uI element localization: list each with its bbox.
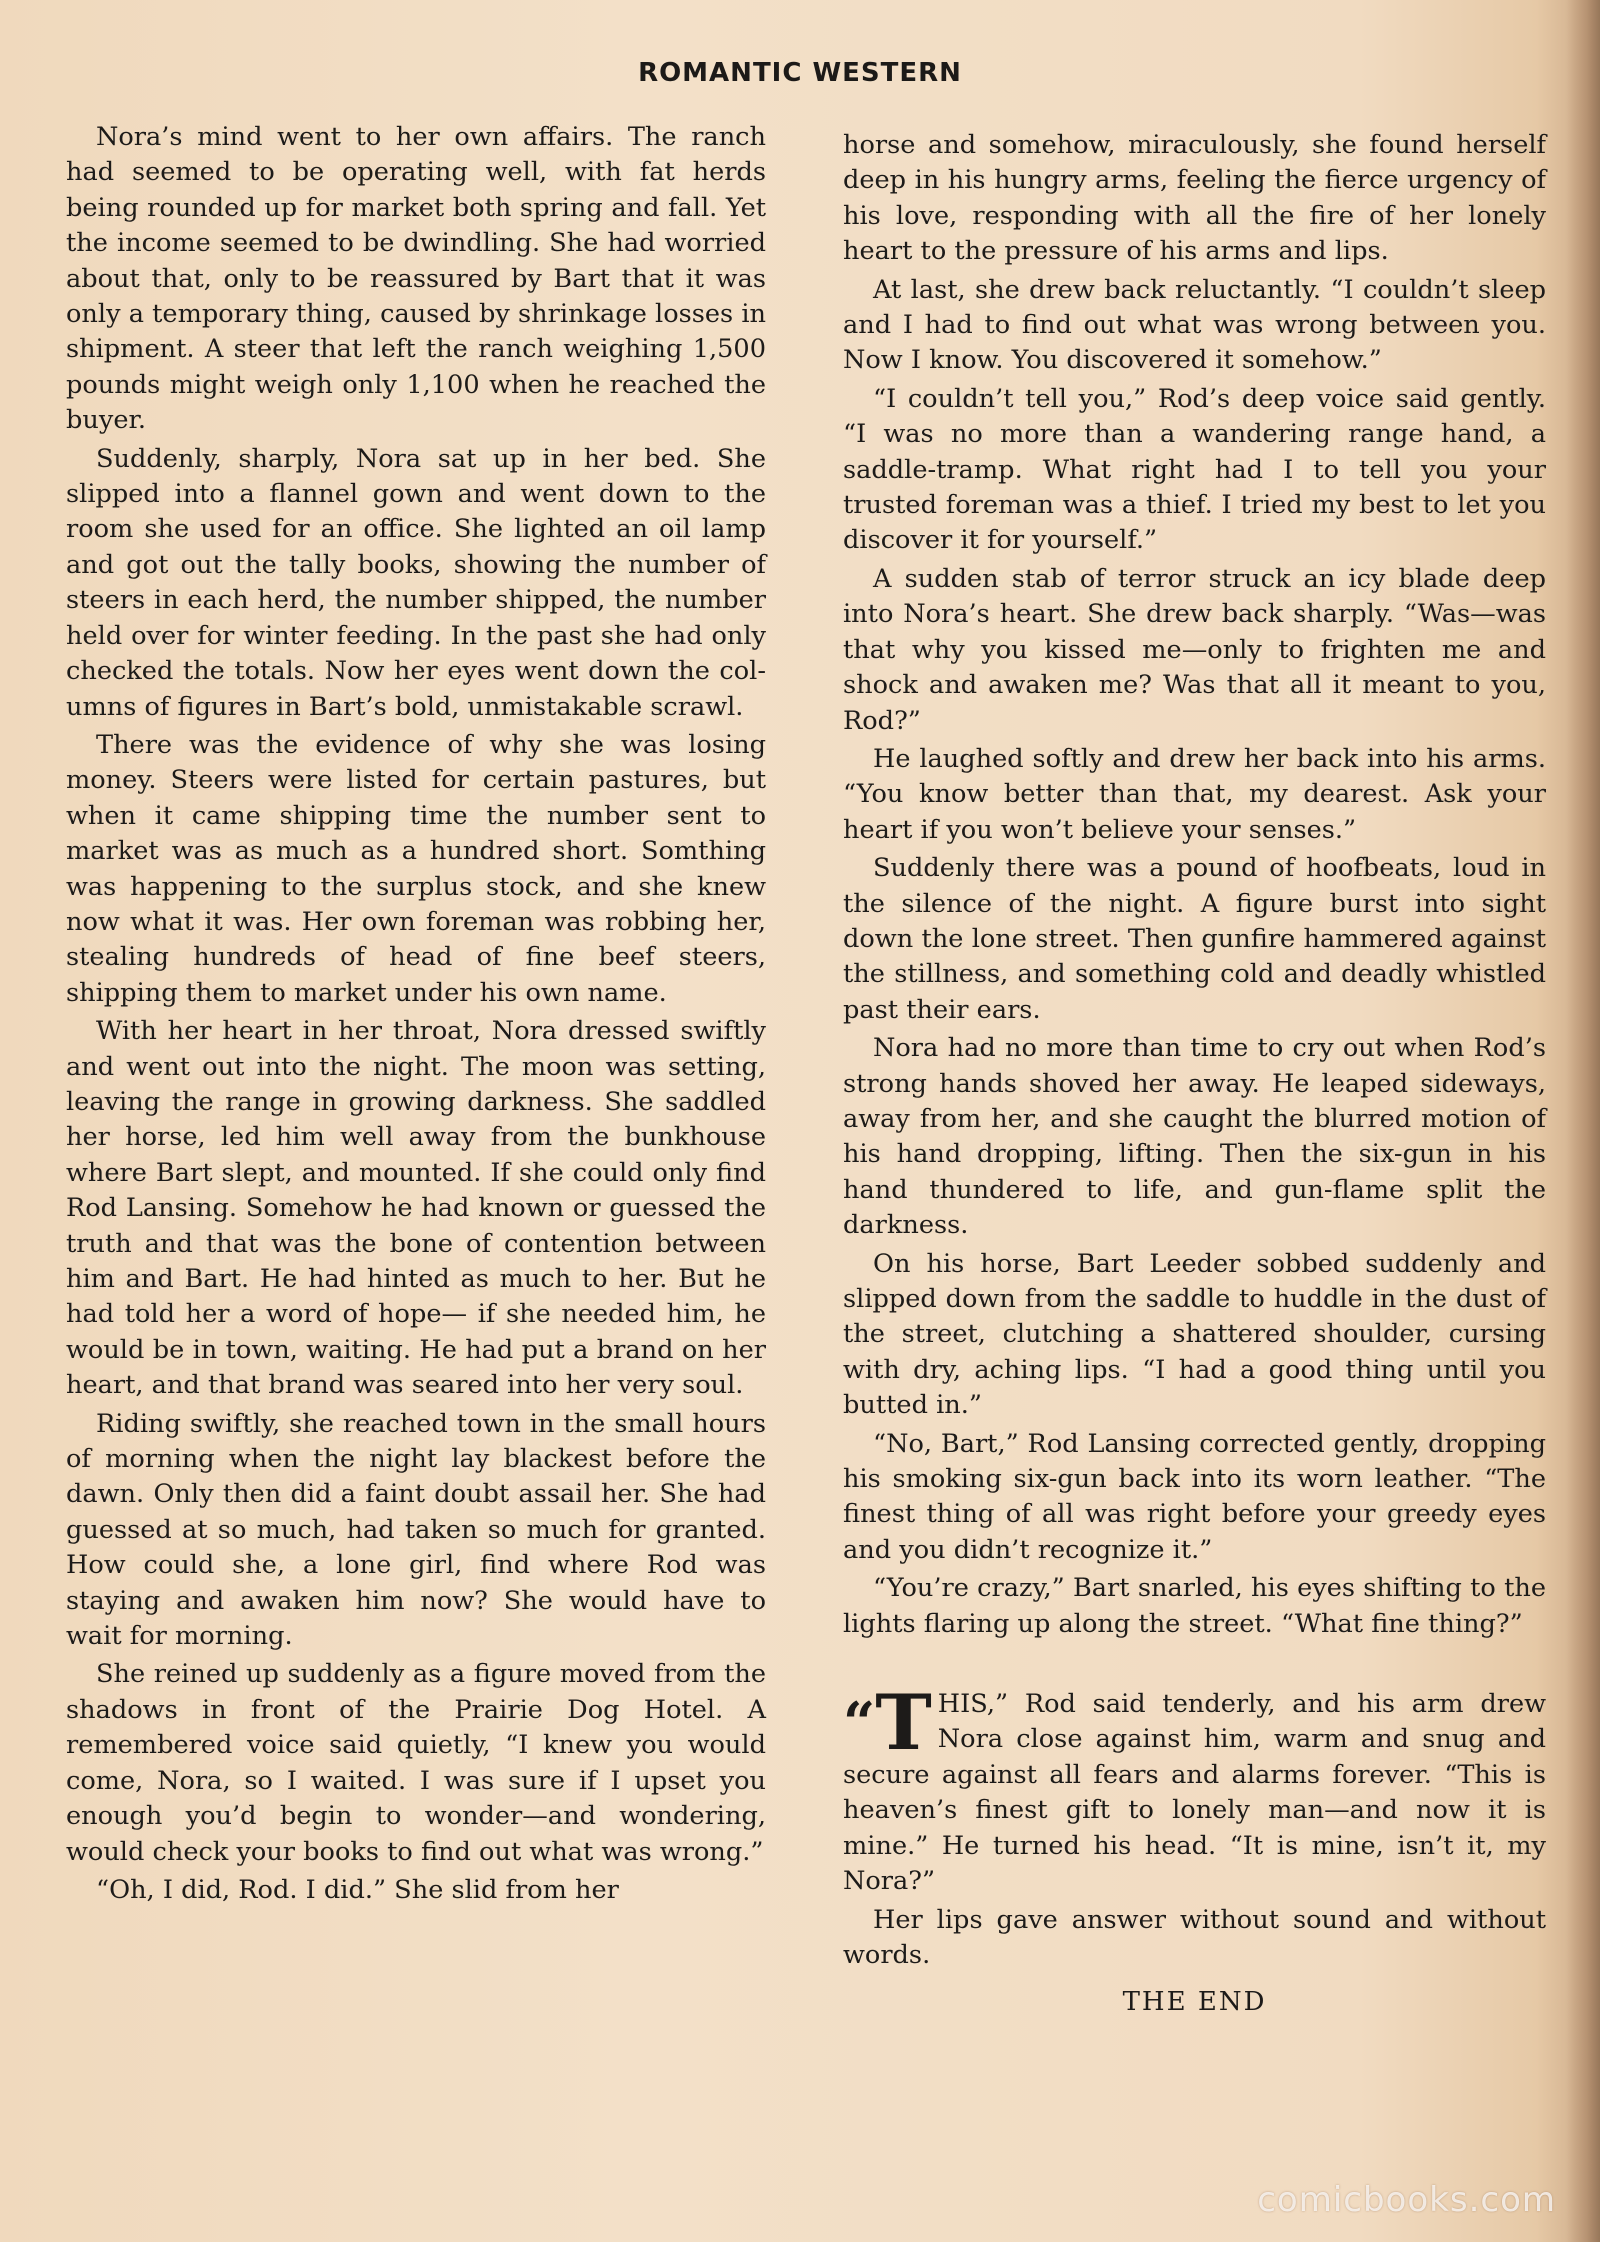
story-paragraph: “No, Bart,” Rod Lansing corrected gently, dropping his smoking six-gun back into its worn leather. “The finest thing of all was right before your greedy eyes and you didn’t recognize it.” [843,1428,1546,1565]
story-paragraph: “I couldn’t tell you,” Rod’s deep voice said gently. “I was no more than a wandering range hand, a saddle-tramp. What right had I to tell you your trusted foreman was a thief. I tried my best to let you discover it for yourself.” [843,383,1546,556]
closing-paragraph: Her lips gave answer without sound and without words. [843,1904,1546,1970]
story-paragraph: Suddenly, sharply, Nora sat up in her bed. She slipped into a flannel gown and went down to the room she used for an office. She lighted an oil lamp and got out the tally books, showing the number of steers in each herd, the number shipped, the number held over for winter feeding. In the past she had only checked the totals. Now her eyes went down the columns of figures in Bart’s bold, unmistakable scrawl. [66,443,766,722]
final-section-text: HIS,” Rod said tenderly, and his arm drew Nora close against him, warm and snug and secure against all fears and alarms forever. “This is heaven’s finest gift to lonely man—and now it is mine.” He turned his head. “It is mine, isn’t it, my Nora?” [843,1689,1546,1897]
story-paragraph: Riding swiftly, she reached town in the small hours of morning when the night lay blackest before the dawn. Only then did a faint doubt assail her. She had guessed at so much, had taken so much for granted. How could she, a lone girl, find where Rod was staying and awaken him now? She would have to wait for morning. [66,1408,766,1652]
story-paragraph: There was the evidence of why she was losing money. Steers were listed for certain pastures, but when it came shipping time the number sent to market was as much as a hundred short. Somthing was happening to the surplus stock, and she knew now what it was. Her own foreman was robbing her, stealing hundreds of head of fine beef steers, shipping them to market under his own name. [66,729,766,1008]
story-paragraph: Suddenly there was a pound of hoofbeats, loud in the silence of the night. A figure burst into sight down the lone street. Then gunfire hammered against the stillness, and something cold and deadly whistled past their ears. [843,853,1546,1025]
story-paragraph: A sudden stab of terror struck an icy blade deep into Nora’s heart. She drew back sharply. “Was—was that why you kissed me—only to frighten me and shock and awaken me? Was that all it meant to you, Rod?” [843,563,1546,736]
story-paragraph: “Oh, I did, Rod. I did.” She slid from her [96,1874,619,1905]
story-paragraph: She reined up suddenly as a figure moved from the shadows in front of the Prairie Dog Hotel. A remembered voice said quietly, “I knew you would come, Nora, so I waited. I was sure if I upset you enough you’d begin to wonder—and wondering, would check your books to find out what was wrong.” [66,1659,766,1867]
story-paragraph: Nora’s mind went to her own affairs. The ranch had seemed to be operating well, with fat herds being rounded up for market both spring and fall. Yet the income seemed to be dwindling. She had worried about that, only to be reassured by Bart that it was only a temporary thing, caused by shrinkage losses in shipment. A steer that left the ranch weighing 1,500 pounds might weigh only 1,100 when he reached the buyer. [66,122,766,436]
page-spine-shadow [1566,0,1600,2242]
story-paragraph: “You’re crazy,” Bart snarled, his eyes shifting to the lights flaring up along the street. “What fine thing?” [843,1573,1546,1639]
drop-cap-quote: “ [843,1690,876,1757]
story-paragraph: On his horse, Bart Leeder sobbed suddenly and slipped down from the saddle to huddle in the dust of the street, clutching a shattered shoulder, cursing with dry, aching lips. “I had a good thing until you butted in.” [843,1248,1546,1421]
final-section-paragraph [843,1678,1546,1899]
story-paragraph: With her heart in her throat, Nora dressed swiftly and went out into the night. The moon was setting, leaving the range in growing darkness. She saddled her horse, led him well away from the bunkhouse where Bart slept, and mounted. If she could only find Rod Lansing. Somehow he had known or guessed the truth and that was the bone of contention between him and Bart. He had hinted as much to her. But he had told her a word of hope— if she needed him, he would be in town, waiting. He had put a brand on her heart, and that brand was seared into her very soul. [66,1016,766,1401]
story-paragraph: horse and somehow, miraculously, she found herself deep in his hungry arms, feeling the fierce urgency of his love, responding with all the fire of her lonely heart to the pressure of his arms and lips. [843,130,1546,267]
story-paragraph: Nora had no more than time to cry out when Rod’s strong hands shoved her away. He leaped sideways, away from her, and she caught the blurred motion of his hand dropping, lifting. Then the six-gun in his hand thundered to life, and gun-flame split the darkness. [843,1033,1546,1241]
the-end-mark: THE END [1122,1987,1267,2018]
drop-cap [843,1678,932,1768]
right-text-column [843,128,1546,2021]
drop-cap-letter: T [875,1678,932,1768]
section-break [843,1645,1546,1687]
story-paragraph: At last, she drew back reluctantly. “I couldn’t sleep and I had to find out what was wrong between you. Now I know. You discovered it somehow.” [843,274,1546,376]
story-paragraph: He laughed softly and drew her back into his arms. “You know better than that, my dearest. Ask your heart if you won’t believe your senses.” [843,743,1546,845]
watermark: comicbooks.com [1257,2180,1556,2220]
magazine-header: ROMANTIC WESTERN [638,58,962,88]
left-text-column [66,120,766,1911]
